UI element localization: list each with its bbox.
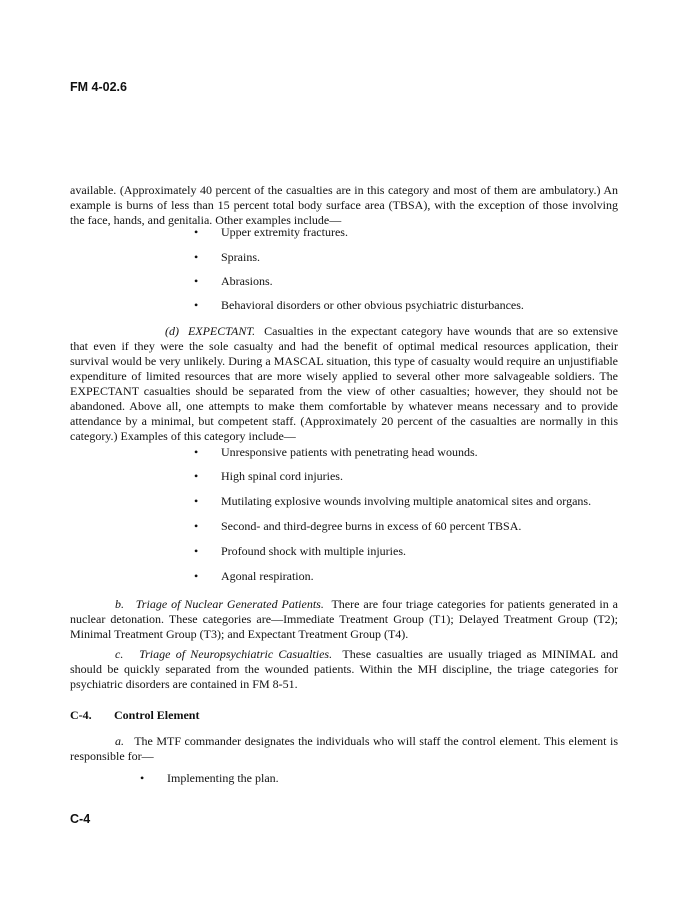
paragraph-nuclear [70,597,618,642]
bullet: • [194,569,199,583]
bullet: • [194,519,199,533]
paragraph-title: Triage of Neuropsychiatric Casualties. [139,647,333,661]
bullet: • [194,494,199,508]
paragraph-text: These casualties are usually triaged as MINIMAL and should be quickly separated from the wounded patients. Within the MH discipline, the triage categories for psychiatric disorders are contained in FM 8-51. [70,647,618,691]
list-item-text: Upper extremity fractures. [221,225,348,239]
list-item-text: Agonal respiration. [221,569,314,583]
bullet: • [194,445,199,459]
paragraph-text: There are four triage categories for patients generated in a nuclear detonation. These categories are—Immediate Treatment Group (T1); Delayed Treatment Group (T2); Minimal Treatment Group (T3); and Expectant Treatment Group (T4). [70,597,619,641]
paragraph-text: Casualties in the expectant category have wounds that are so extensive that even if they were the sole casualty and had the benefit of optimal medical resources application, their survival would be very unlikely. During a MASCAL situation, this type of casualty would require an unjustifiable expenditure of limited resources that are more wisely applied to several other more salvageable soldiers. The EXPECTANT casualties should be separated from the view of other casualties; however, they should not be abandoned. Above all, one attempts to make them comfortable by whatever means necessary and to provide attendance by a minimal, but competent staff. (Approximately 20 percent of the casualties are normally in this category.) Examples of this category include— [70,324,619,443]
bullet: • [194,469,199,483]
list-item-text: High spinal cord injuries. [221,469,343,483]
paragraph-label: c. [115,647,124,661]
paragraph-label: a. [115,734,124,748]
paragraph-text: The MTF commander designates the individuals who will staff the control element. This element is responsible for— [70,734,618,763]
list-item-text: Mutilating explosive wounds involving multiple anatomical sites and organs. [221,494,592,508]
paragraph-neuropsychiatric [70,647,618,692]
section-number: C-4. [70,708,92,722]
page-header: FM 4-02.6 [70,80,127,94]
list-item-text: Sprains. [221,250,260,264]
list-item-text: Abrasions. [221,274,273,288]
section-heading [70,708,199,723]
list-item-text: Implementing the plan. [167,771,279,785]
paragraph-text: available. (Approximately 40 percent of the casualties are in this category and most of them are ambulatory.) An example is burns of less than 15 percent total body surface area (TBSA), with the exception of those involving the face, hands, and genitalia. Other examples include— [70,183,618,227]
page-number: C-4 [70,812,91,826]
paragraph-title: EXPECTANT. [187,324,256,338]
bullet: • [140,771,145,785]
bullet: • [194,225,199,239]
list-item-text: Unresponsive patients with penetrating head wounds. [221,445,478,459]
bullet: • [194,250,199,264]
paragraph-label: (d) [165,324,179,338]
paragraph-label: b. [115,597,124,611]
paragraph-control [70,734,618,764]
list-item-text: Profound shock with multiple injuries. [221,544,406,558]
bullet: • [194,544,199,558]
bullet: • [194,274,199,288]
paragraph-intro [70,183,618,228]
list-item-text: Second- and third-degree burns in excess of 60 percent TBSA. [221,519,522,533]
section-title: Control Element [114,708,200,722]
paragraph-expectant [70,324,618,444]
paragraph-title: Triage of Nuclear Generated Patients. [135,597,324,611]
bullet: • [194,298,199,312]
list-item-text: Behavioral disorders or other obvious psychiatric disturbances. [221,298,524,312]
